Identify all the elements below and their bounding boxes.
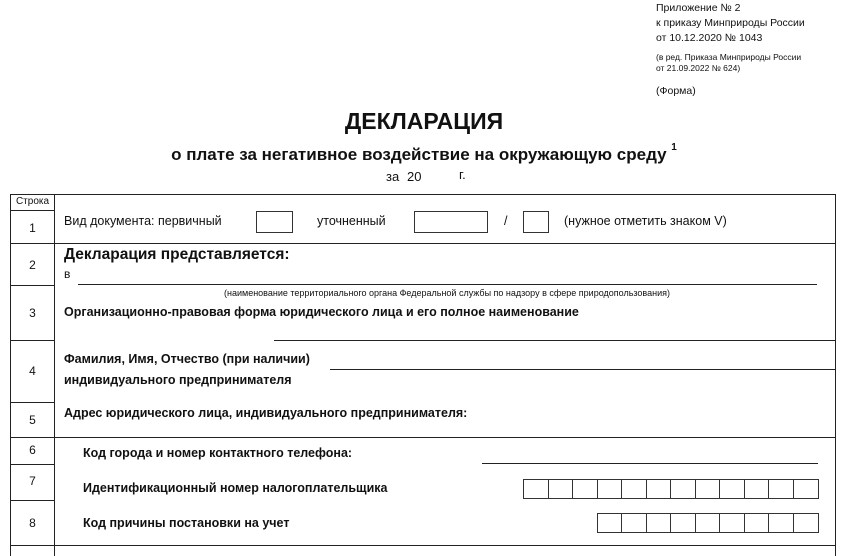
- row-number: 2: [29, 258, 36, 272]
- inn-digit-cell[interactable]: [524, 480, 549, 498]
- row-border-4: [10, 402, 55, 403]
- inn-label: Идентификационный номер налогоплательщика: [83, 481, 388, 495]
- kpp-cells[interactable]: [597, 513, 819, 533]
- row-number: 6: [29, 443, 36, 457]
- correction-number-field[interactable]: [523, 211, 549, 233]
- authority-name-caption: (наименование территориального органа Федеральной службы по надзору в сфере природопользования): [224, 288, 670, 298]
- kpp-digit-cell[interactable]: [598, 514, 622, 532]
- period-suffix: г.: [459, 167, 466, 182]
- slash-separator: /: [504, 214, 508, 228]
- inn-digit-cell[interactable]: [720, 480, 745, 498]
- row-border-6: [10, 464, 55, 465]
- period-year-prefix: 20: [407, 169, 422, 184]
- row-number: 3: [29, 306, 36, 320]
- kpp-digit-cell[interactable]: [696, 514, 720, 532]
- row-number: 8: [29, 516, 36, 530]
- inn-digit-cell[interactable]: [549, 480, 574, 498]
- inn-digit-cell[interactable]: [671, 480, 696, 498]
- address-label: Адрес юридического лица, индивидуального предпринимателя:: [64, 406, 468, 420]
- authority-name-field[interactable]: [78, 284, 817, 285]
- period-year-field[interactable]: [427, 183, 457, 184]
- column-header-row: Строка: [15, 196, 50, 207]
- phone-field[interactable]: [482, 463, 818, 464]
- kpp-digit-cell[interactable]: [622, 514, 646, 532]
- row-number: 1: [29, 221, 36, 235]
- legal-form-label: Организационно-правовая форма юридического лица и его полное наименование: [64, 305, 579, 319]
- inn-digit-cell[interactable]: [573, 480, 598, 498]
- inn-cells[interactable]: [523, 479, 819, 499]
- form-label: (Форма): [656, 85, 696, 97]
- row-border-1: [10, 243, 836, 244]
- row-border-2: [10, 285, 55, 286]
- inn-digit-cell[interactable]: [598, 480, 623, 498]
- corrected-label: уточненный: [317, 214, 386, 228]
- entrepreneur-name-label-2: индивидуального предпринимателя: [64, 373, 292, 387]
- row-border-3: [10, 340, 55, 341]
- row-number: 7: [29, 474, 36, 488]
- header-cell-border: [10, 210, 55, 211]
- kpp-digit-cell[interactable]: [794, 514, 818, 532]
- appendix-edition-line2: от 21.09.2022 № 624): [656, 63, 741, 73]
- row-number: 5: [29, 413, 36, 427]
- appendix-order: к приказу Минприроды России: [656, 17, 805, 29]
- corrected-checkbox[interactable]: [414, 211, 488, 233]
- document-subtitle: [0, 142, 848, 165]
- entrepreneur-name-field[interactable]: [330, 369, 836, 370]
- inn-digit-cell[interactable]: [647, 480, 672, 498]
- legal-form-field[interactable]: [274, 340, 836, 341]
- primary-checkbox[interactable]: [256, 211, 293, 233]
- appendix-edition-line1: (в ред. Приказа Минприроды России: [656, 52, 802, 62]
- document-title: ДЕКЛАРАЦИЯ: [344, 108, 504, 134]
- inn-digit-cell[interactable]: [622, 480, 647, 498]
- inn-digit-cell[interactable]: [769, 480, 794, 498]
- entrepreneur-name-label-1: Фамилия, Имя, Отчество (при наличии): [64, 352, 310, 366]
- phone-label: Код города и номер контактного телефона:: [83, 446, 353, 460]
- row-border-8: [10, 545, 836, 546]
- submitted-to-prefix: в: [64, 267, 71, 281]
- kpp-digit-cell[interactable]: [671, 514, 695, 532]
- table-top-border: [10, 194, 836, 195]
- row-border-7: [10, 500, 55, 501]
- kpp-digit-cell[interactable]: [769, 514, 793, 532]
- kpp-digit-cell[interactable]: [745, 514, 769, 532]
- appendix-order-date: от 10.12.2020 № 1043: [656, 32, 763, 44]
- inn-digit-cell[interactable]: [696, 480, 721, 498]
- inn-digit-cell[interactable]: [794, 480, 819, 498]
- table-right-border: [835, 194, 836, 556]
- footnote-marker: 1: [671, 142, 677, 154]
- row-number: 4: [29, 364, 36, 378]
- appendix-number: Приложение № 2: [656, 2, 741, 14]
- submitted-to-heading: Декларация представляется:: [64, 246, 290, 263]
- mark-hint: (нужное отметить знаком V): [564, 214, 727, 228]
- row-number-column-border: [54, 194, 55, 556]
- kpp-digit-cell[interactable]: [720, 514, 744, 532]
- subtitle-text: о плате за негативное воздействие на окружающую среду: [171, 145, 667, 164]
- period-prefix: за: [386, 169, 400, 184]
- inn-digit-cell[interactable]: [745, 480, 770, 498]
- row-border-5: [10, 437, 836, 438]
- doc-type-label: Вид документа: первичный: [64, 214, 222, 228]
- kpp-label: Код причины постановки на учет: [83, 516, 290, 530]
- kpp-digit-cell[interactable]: [647, 514, 671, 532]
